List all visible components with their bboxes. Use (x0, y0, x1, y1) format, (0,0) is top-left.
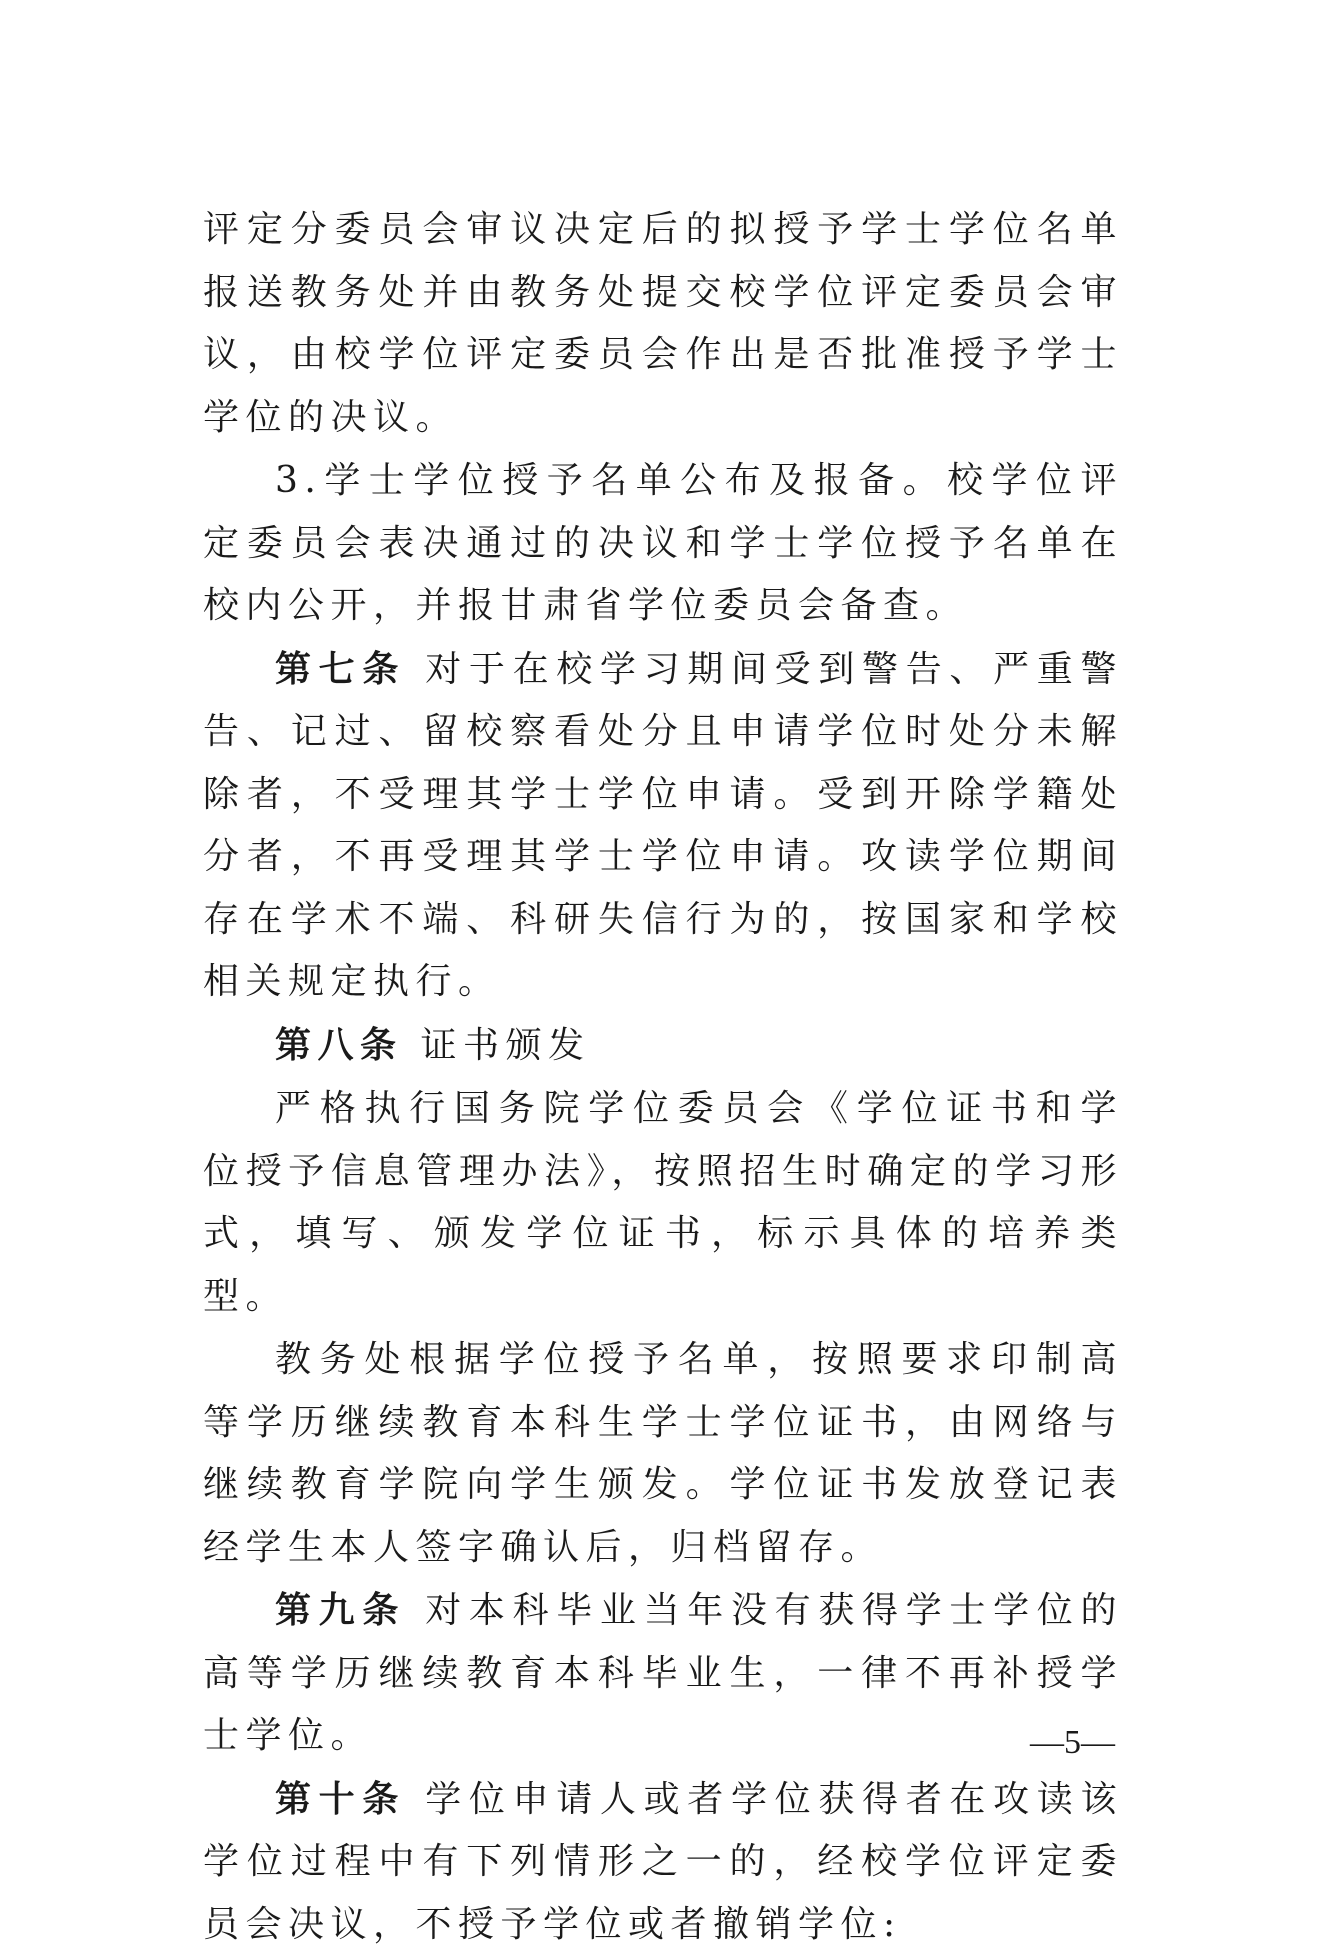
paragraph-1 (203, 198, 1123, 449)
page-number: —5— (1030, 1724, 1115, 1762)
paragraph-text: 教务处根据学位授予名单，按照要求印制高等学历继续教育本科生学士学位证书，由网络与继续教育学院向学生颁发。学位证书发放登记表经学生本人签字确认后，归档留存。 (203, 1339, 1123, 1568)
paragraph-6 (203, 1328, 1123, 1579)
paragraph-text: 学位申请人或者学位获得者在攻读该学位过程中有下列情形之一的，经校学位评定委员会决议，不授予学位或者撤销学位: (203, 1779, 1123, 1945)
article-heading: 第八条 (275, 1024, 403, 1066)
paragraph-article-9 (203, 1579, 1123, 1768)
paragraph-article-7 (203, 638, 1123, 1014)
paragraph-text: 严格执行国务院学位委员会《学位证书和学位授予信息管理办法》，按照招生时确定的学习形式，填写、颁发学位证书，标示具体的培养类型。 (203, 1088, 1123, 1317)
article-heading: 第七条 (275, 648, 406, 690)
article-heading: 第十条 (275, 1778, 406, 1820)
paragraph-text: 对于在校学习期间受到警告、严重警告、记过、留校察看处分且申请学位时处分未解除者，不受理其学士学位申请。受到开除学籍处分者，不再受理其学士学位申请。攻读学位期间存在学术不端、科研失信行为的，按国家和学校相关规定执行。 (203, 649, 1123, 1003)
paragraph-5 (203, 1077, 1123, 1328)
paragraph-text: 证书颁发 (403, 1025, 591, 1066)
body-text (203, 198, 1123, 1956)
paragraph-2 (203, 449, 1123, 638)
paragraph-text: 评定分委员会审议决定后的拟授予学士学位名单报送教务处并由教务处提交校学位评定委员会审议，由校学位评定委员会作出是否批准授予学士学位的决议。 (203, 209, 1123, 438)
paragraph-article-10 (203, 1768, 1123, 1956)
paragraph-text: 3.学士学位授予名单公布及报备。校学位评定委员会表决通过的决议和学士学位授予名单在校内公开，并报甘肃省学位委员会备查。 (203, 460, 1123, 626)
article-heading: 第九条 (275, 1589, 406, 1631)
paragraph-text: 对本科毕业当年没有获得学士学位的高等学历继续教育本科毕业生，一律不再补授学士学位。 (203, 1590, 1123, 1756)
paragraph-article-8 (203, 1014, 1123, 1078)
